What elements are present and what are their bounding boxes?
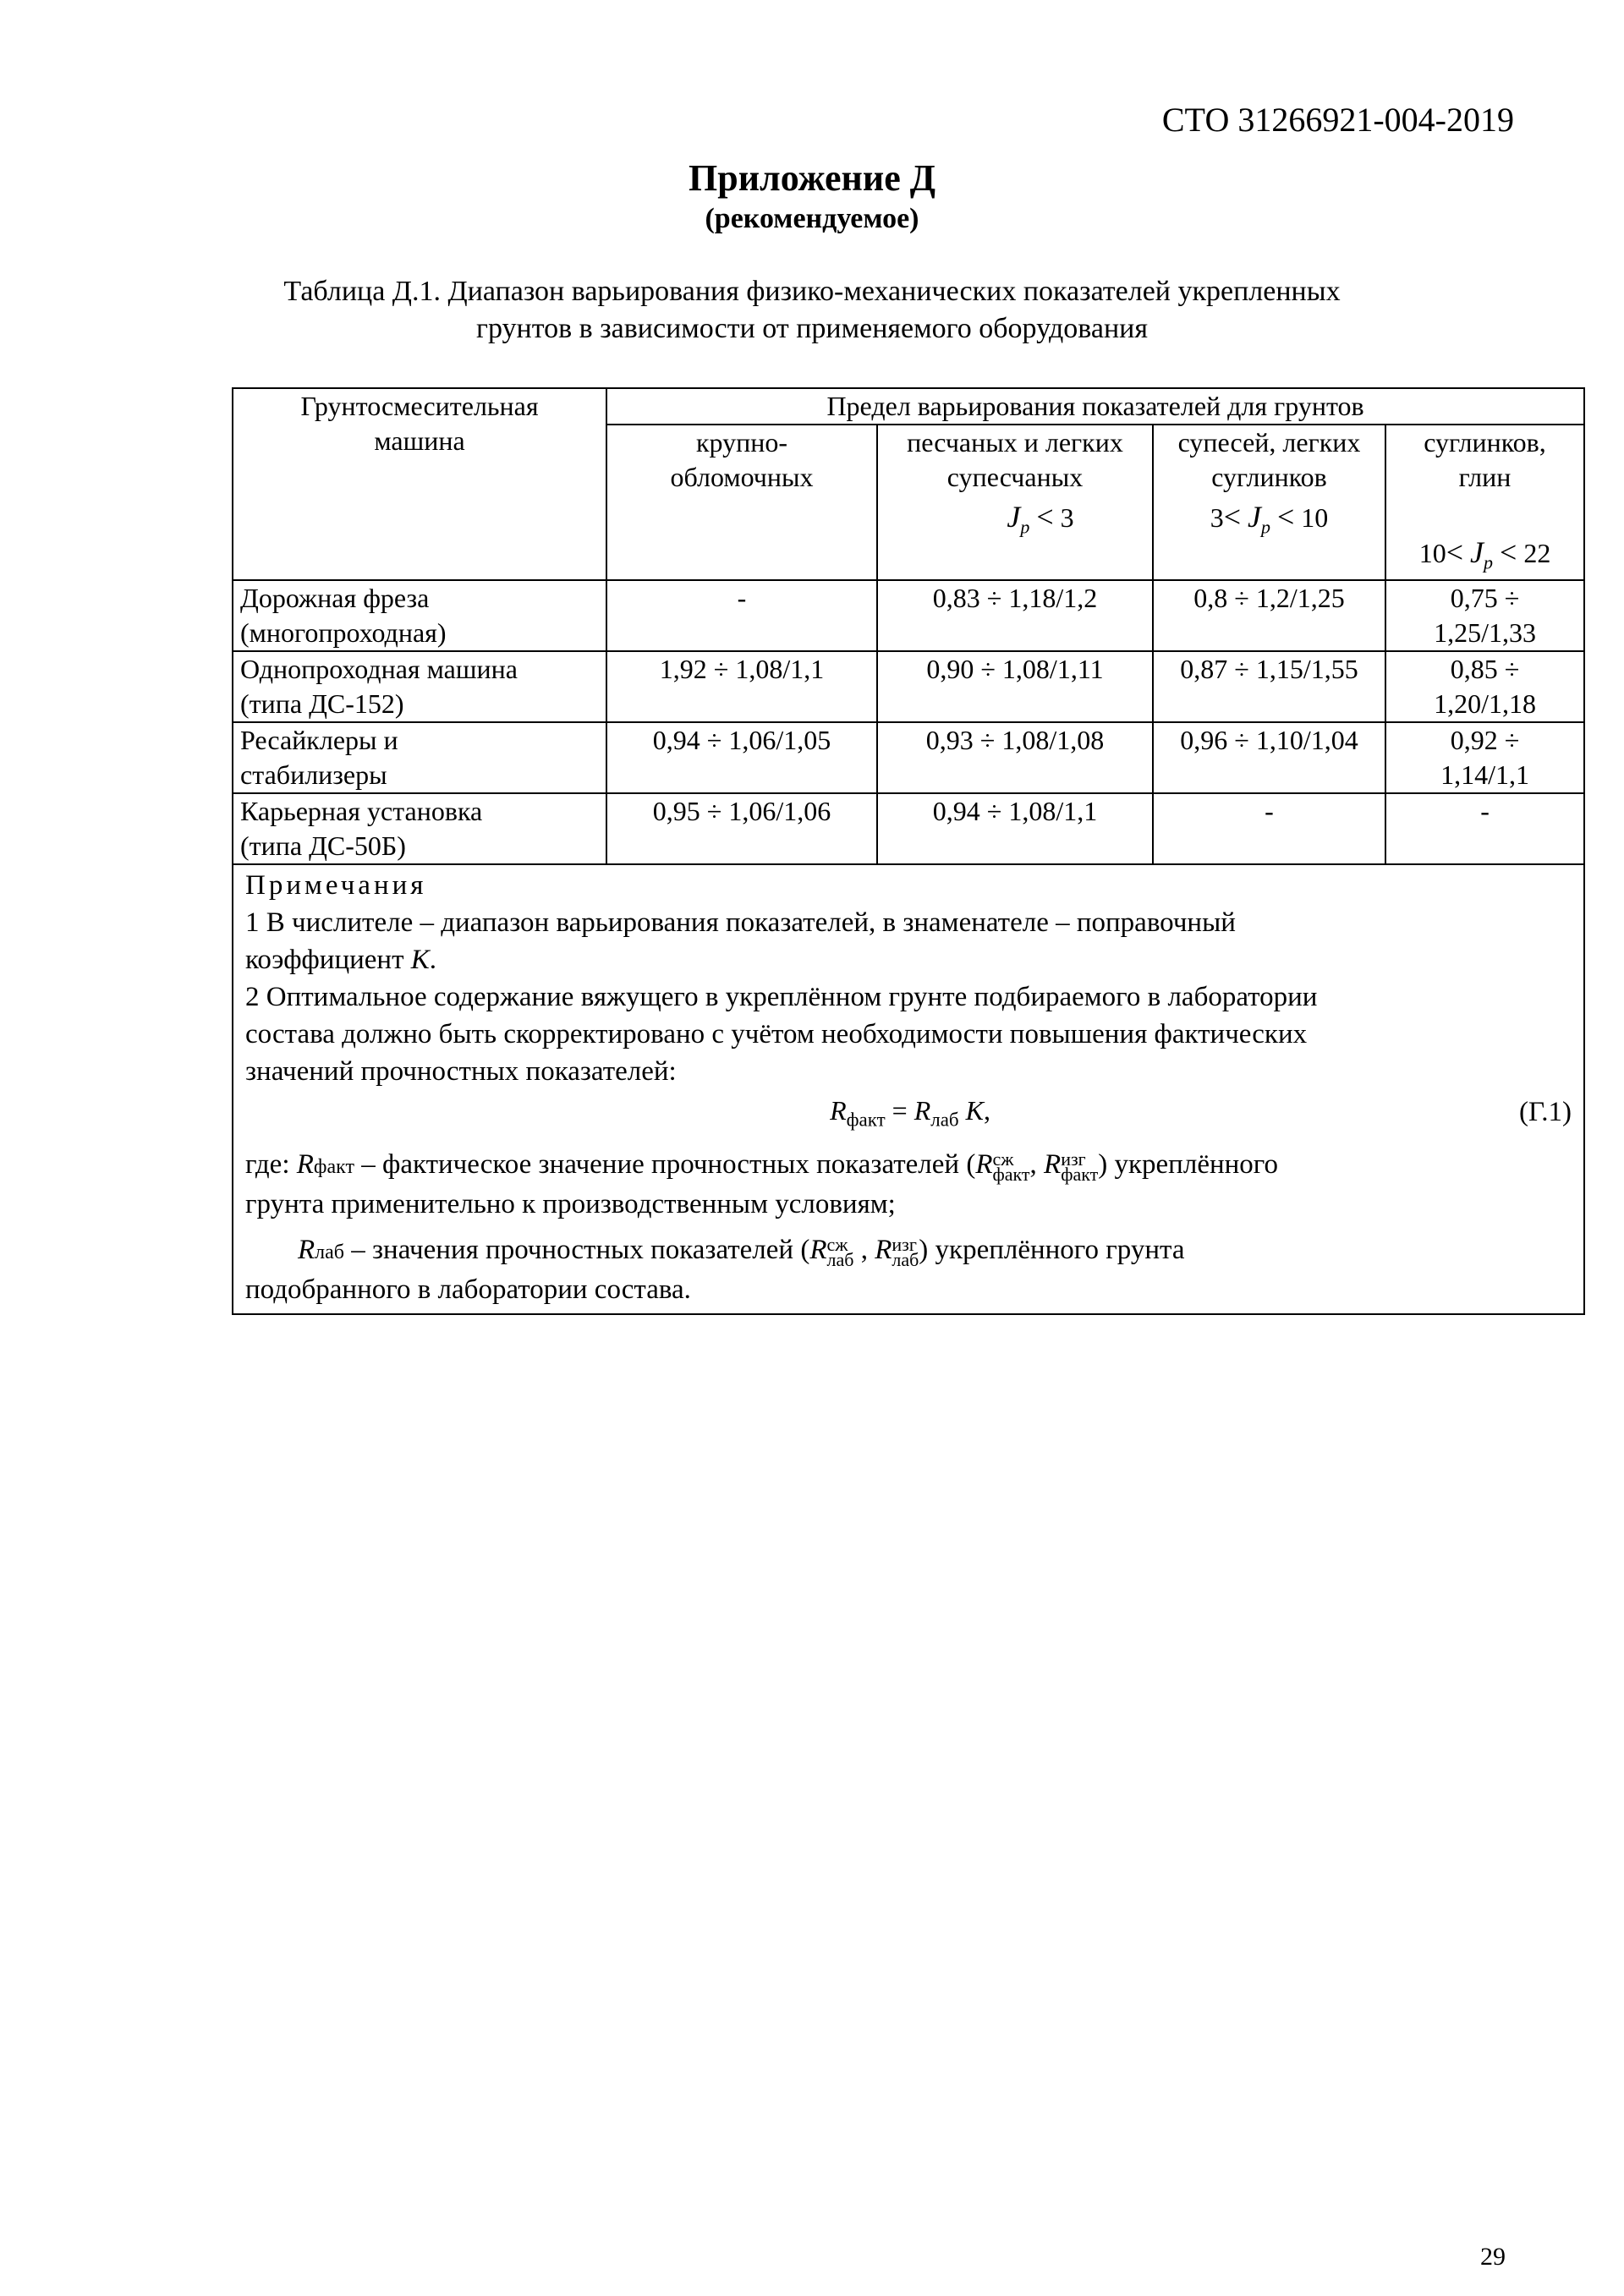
- formula-equals: =: [885, 1095, 914, 1126]
- row-machine-name: [233, 651, 606, 722]
- cell-col-1: -: [606, 580, 877, 651]
- coefficient-k: К: [410, 945, 430, 976]
- note-1-line-2: [245, 941, 1575, 978]
- cell-col-1: 0,94 ÷ 1,06/1,05: [606, 722, 877, 793]
- jp-symbol: J: [1248, 500, 1261, 534]
- less-than-sign: <: [1036, 500, 1054, 534]
- row-name-line-2: (типа ДС-152): [240, 688, 404, 720]
- sub-lab: лаб: [826, 1248, 854, 1270]
- condition-col-2: [885, 500, 1145, 544]
- jp-symbol: J: [1007, 500, 1021, 534]
- less-than-sign: <: [1223, 500, 1241, 534]
- page-number: 29: [1480, 2243, 1506, 2271]
- symbol-r: R: [875, 1235, 892, 1266]
- note-1-text: коэффициент: [245, 945, 411, 976]
- where-1-text: – фактическое значение прочностных показателей (: [354, 1149, 976, 1181]
- cell-col-4: [1385, 722, 1584, 793]
- header-col-4-line-1: суглинков,: [1424, 427, 1546, 458]
- where-1-end: ) укреплённого: [1098, 1149, 1278, 1181]
- header-col-4: [1385, 425, 1584, 580]
- cell-col-4-line-2: 1,14/1,1: [1440, 759, 1529, 791]
- notes-row: [233, 864, 1584, 1314]
- cell-col-1: 0,95 ÷ 1,06/1,06: [606, 793, 877, 864]
- row-name-line-1: Однопроходная машина: [240, 654, 518, 685]
- notes-cell: [233, 864, 1584, 1314]
- cell-col-4-line-1: -: [1480, 796, 1490, 827]
- cell-col-2: 0,83 ÷ 1,18/1,2: [877, 580, 1153, 651]
- note-2-line-3: значений прочностных показателей:: [245, 1056, 677, 1088]
- header-machine: [233, 388, 606, 580]
- jp-subscript: p: [1484, 551, 1494, 573]
- symbol-r: R: [975, 1149, 993, 1181]
- cell-col-4-line-2: 1,20/1,18: [1434, 688, 1536, 720]
- supsub-szh-lab: [826, 1233, 854, 1270]
- sub-fakt: факт: [992, 1163, 1030, 1185]
- formula: [245, 1092, 1575, 1138]
- jp-symbol: J: [1470, 535, 1484, 569]
- row-name-line-1: Карьерная установка: [240, 796, 483, 827]
- less-than-sign: <: [1500, 535, 1517, 569]
- sub-lab: лаб: [892, 1248, 919, 1270]
- note-1-end: .: [429, 945, 436, 976]
- cell-col-2: 0,93 ÷ 1,08/1,08: [877, 722, 1153, 793]
- formula-r: R: [914, 1095, 931, 1126]
- supsub-izg-lab: [892, 1233, 919, 1270]
- sup-szh: сж: [992, 1148, 1014, 1170]
- sup-szh: сж: [826, 1233, 848, 1255]
- less-than-sign: <: [1276, 500, 1295, 534]
- condition-upper-bound: 10: [1301, 502, 1329, 533]
- less-than-sign: <: [1446, 535, 1464, 569]
- cell-col-1: 1,92 ÷ 1,08/1,1: [606, 651, 877, 722]
- header-col-2: [877, 425, 1153, 580]
- table-row: [233, 580, 1584, 651]
- symbol-r: R: [1044, 1149, 1062, 1181]
- cell-col-4-line-1: 0,85 ÷: [1450, 654, 1520, 685]
- header-col-2-line-2: супесчаных: [946, 462, 1084, 492]
- where-line-4: подобранного в лаборатории состава.: [245, 1274, 691, 1306]
- cell-col-4: [1385, 651, 1584, 722]
- table-row: [233, 722, 1584, 793]
- header-col-1-line-2: обломочных: [670, 462, 814, 492]
- formula-k: K: [965, 1095, 984, 1126]
- row-name-line-1: Ресайклеры и: [240, 725, 398, 756]
- note-2-line-2: состава должно быть скорректировано с учётом необходимости повышения фактических: [245, 1019, 1308, 1050]
- header-col-3-line-2: суглинков: [1211, 462, 1327, 492]
- header-machine-line-1: Грунтосмесительная: [300, 391, 539, 421]
- document-code: СТО 31266921-004-2019: [1161, 101, 1514, 139]
- row-name-line-2: стабилизеры: [240, 759, 387, 791]
- where-line-1: [245, 1146, 1575, 1186]
- row-machine-name: [233, 722, 606, 793]
- formula-comma: ,: [983, 1095, 990, 1126]
- table-caption: [0, 273, 1624, 348]
- sub-fakt: факт: [1061, 1163, 1099, 1185]
- cell-col-4-line-2: 1,25/1,33: [1434, 617, 1536, 649]
- where-line-3: [245, 1231, 1575, 1271]
- row-name-line-2: (типа ДС-50Б): [240, 830, 406, 862]
- header-row-1: [233, 388, 1584, 425]
- symbol-r: R: [296, 1149, 314, 1181]
- where-line-2: грунта применительно к производственным условиям;: [245, 1189, 896, 1220]
- caption-line-1: Таблица Д.1. Диапазон варьирования физико-механических показателей укрепленных: [283, 276, 1341, 307]
- separator: ,: [853, 1235, 875, 1266]
- where-2-end: ) укреплённого грунта: [919, 1235, 1185, 1266]
- sub-fakt: факт: [313, 1156, 354, 1179]
- condition-upper-bound: 22: [1523, 538, 1551, 568]
- jp-subscript: p: [1020, 516, 1030, 538]
- symbol-r: R: [298, 1235, 315, 1266]
- appendix-title: Приложение Д: [689, 157, 935, 199]
- header-col-1: [606, 425, 877, 580]
- notes-heading: Примечания: [245, 870, 427, 901]
- formula-r: R: [830, 1095, 847, 1126]
- note-1-line-1: 1 В числителе – диапазон варьирования показателей, в знаменателе – поправочный: [245, 907, 1236, 939]
- header-col-4-line-2: глин: [1458, 462, 1512, 492]
- condition-col-4: [1393, 535, 1577, 579]
- cell-col-4: [1385, 793, 1584, 864]
- formula-sub-lab: лаб: [930, 1109, 959, 1131]
- cell-col-2: 0,94 ÷ 1,08/1,1: [877, 793, 1153, 864]
- cell-col-3: -: [1153, 793, 1385, 864]
- condition-lower-bound: 10: [1418, 538, 1446, 568]
- cell-col-3: 0,96 ÷ 1,10/1,04: [1153, 722, 1385, 793]
- condition-col-3: [1160, 500, 1378, 544]
- supsub-izg-fakt: [1061, 1148, 1099, 1185]
- supsub-szh-fakt: [992, 1148, 1030, 1185]
- cell-col-3: 0,87 ÷ 1,15/1,55: [1153, 651, 1385, 722]
- formula-row: [245, 1090, 1575, 1141]
- caption-line-2: грунтов в зависимости от применяемого оборудования: [476, 313, 1148, 344]
- variation-table: [232, 387, 1585, 1315]
- sub-lab: лаб: [315, 1241, 345, 1264]
- condition-lower-bound: 3: [1210, 502, 1224, 533]
- cell-col-4-line-1: 0,75 ÷: [1450, 583, 1520, 614]
- cell-col-4-line-1: 0,92 ÷: [1450, 725, 1520, 756]
- header-machine-line-2: машина: [374, 425, 465, 456]
- sup-izg: изг: [1061, 1148, 1086, 1170]
- jp-subscript: p: [1260, 516, 1270, 538]
- header-col-1-line-1: крупно-: [695, 427, 788, 458]
- condition-bound: 3: [1060, 502, 1074, 533]
- cell-col-3: 0,8 ÷ 1,2/1,25: [1153, 580, 1385, 651]
- cell-col-4: [1385, 580, 1584, 651]
- header-group: Предел варьирования показателей для грунтов: [606, 388, 1584, 425]
- row-machine-name: [233, 793, 606, 864]
- formula-sub-fakt: факт: [846, 1109, 886, 1131]
- header-col-2-line-1: песчаных и легких: [907, 427, 1123, 458]
- appendix-subtitle: (рекомендуемое): [705, 203, 919, 234]
- header-col-3: [1153, 425, 1385, 580]
- where-2-text: – значения прочностных показателей (: [344, 1235, 810, 1266]
- symbol-r: R: [809, 1235, 827, 1266]
- cell-col-2: 0,90 ÷ 1,08/1,11: [877, 651, 1153, 722]
- equation-number: (Г.1): [1518, 1097, 1572, 1128]
- separator: ,: [1029, 1149, 1045, 1181]
- note-2-line-1: 2 Оптимальное содержание вяжущего в укреплённом грунте подбираемого в лаборатории: [245, 982, 1318, 1013]
- header-col-3-line-1: супесей, легких: [1177, 427, 1361, 458]
- row-machine-name: [233, 580, 606, 651]
- table-row: [233, 793, 1584, 864]
- table-row: [233, 651, 1584, 722]
- row-name-line-1: Дорожная фреза: [240, 583, 430, 614]
- row-name-line-2: (многопроходная): [240, 617, 447, 649]
- sup-izg: изг: [892, 1233, 917, 1255]
- where-prefix: где:: [245, 1149, 297, 1181]
